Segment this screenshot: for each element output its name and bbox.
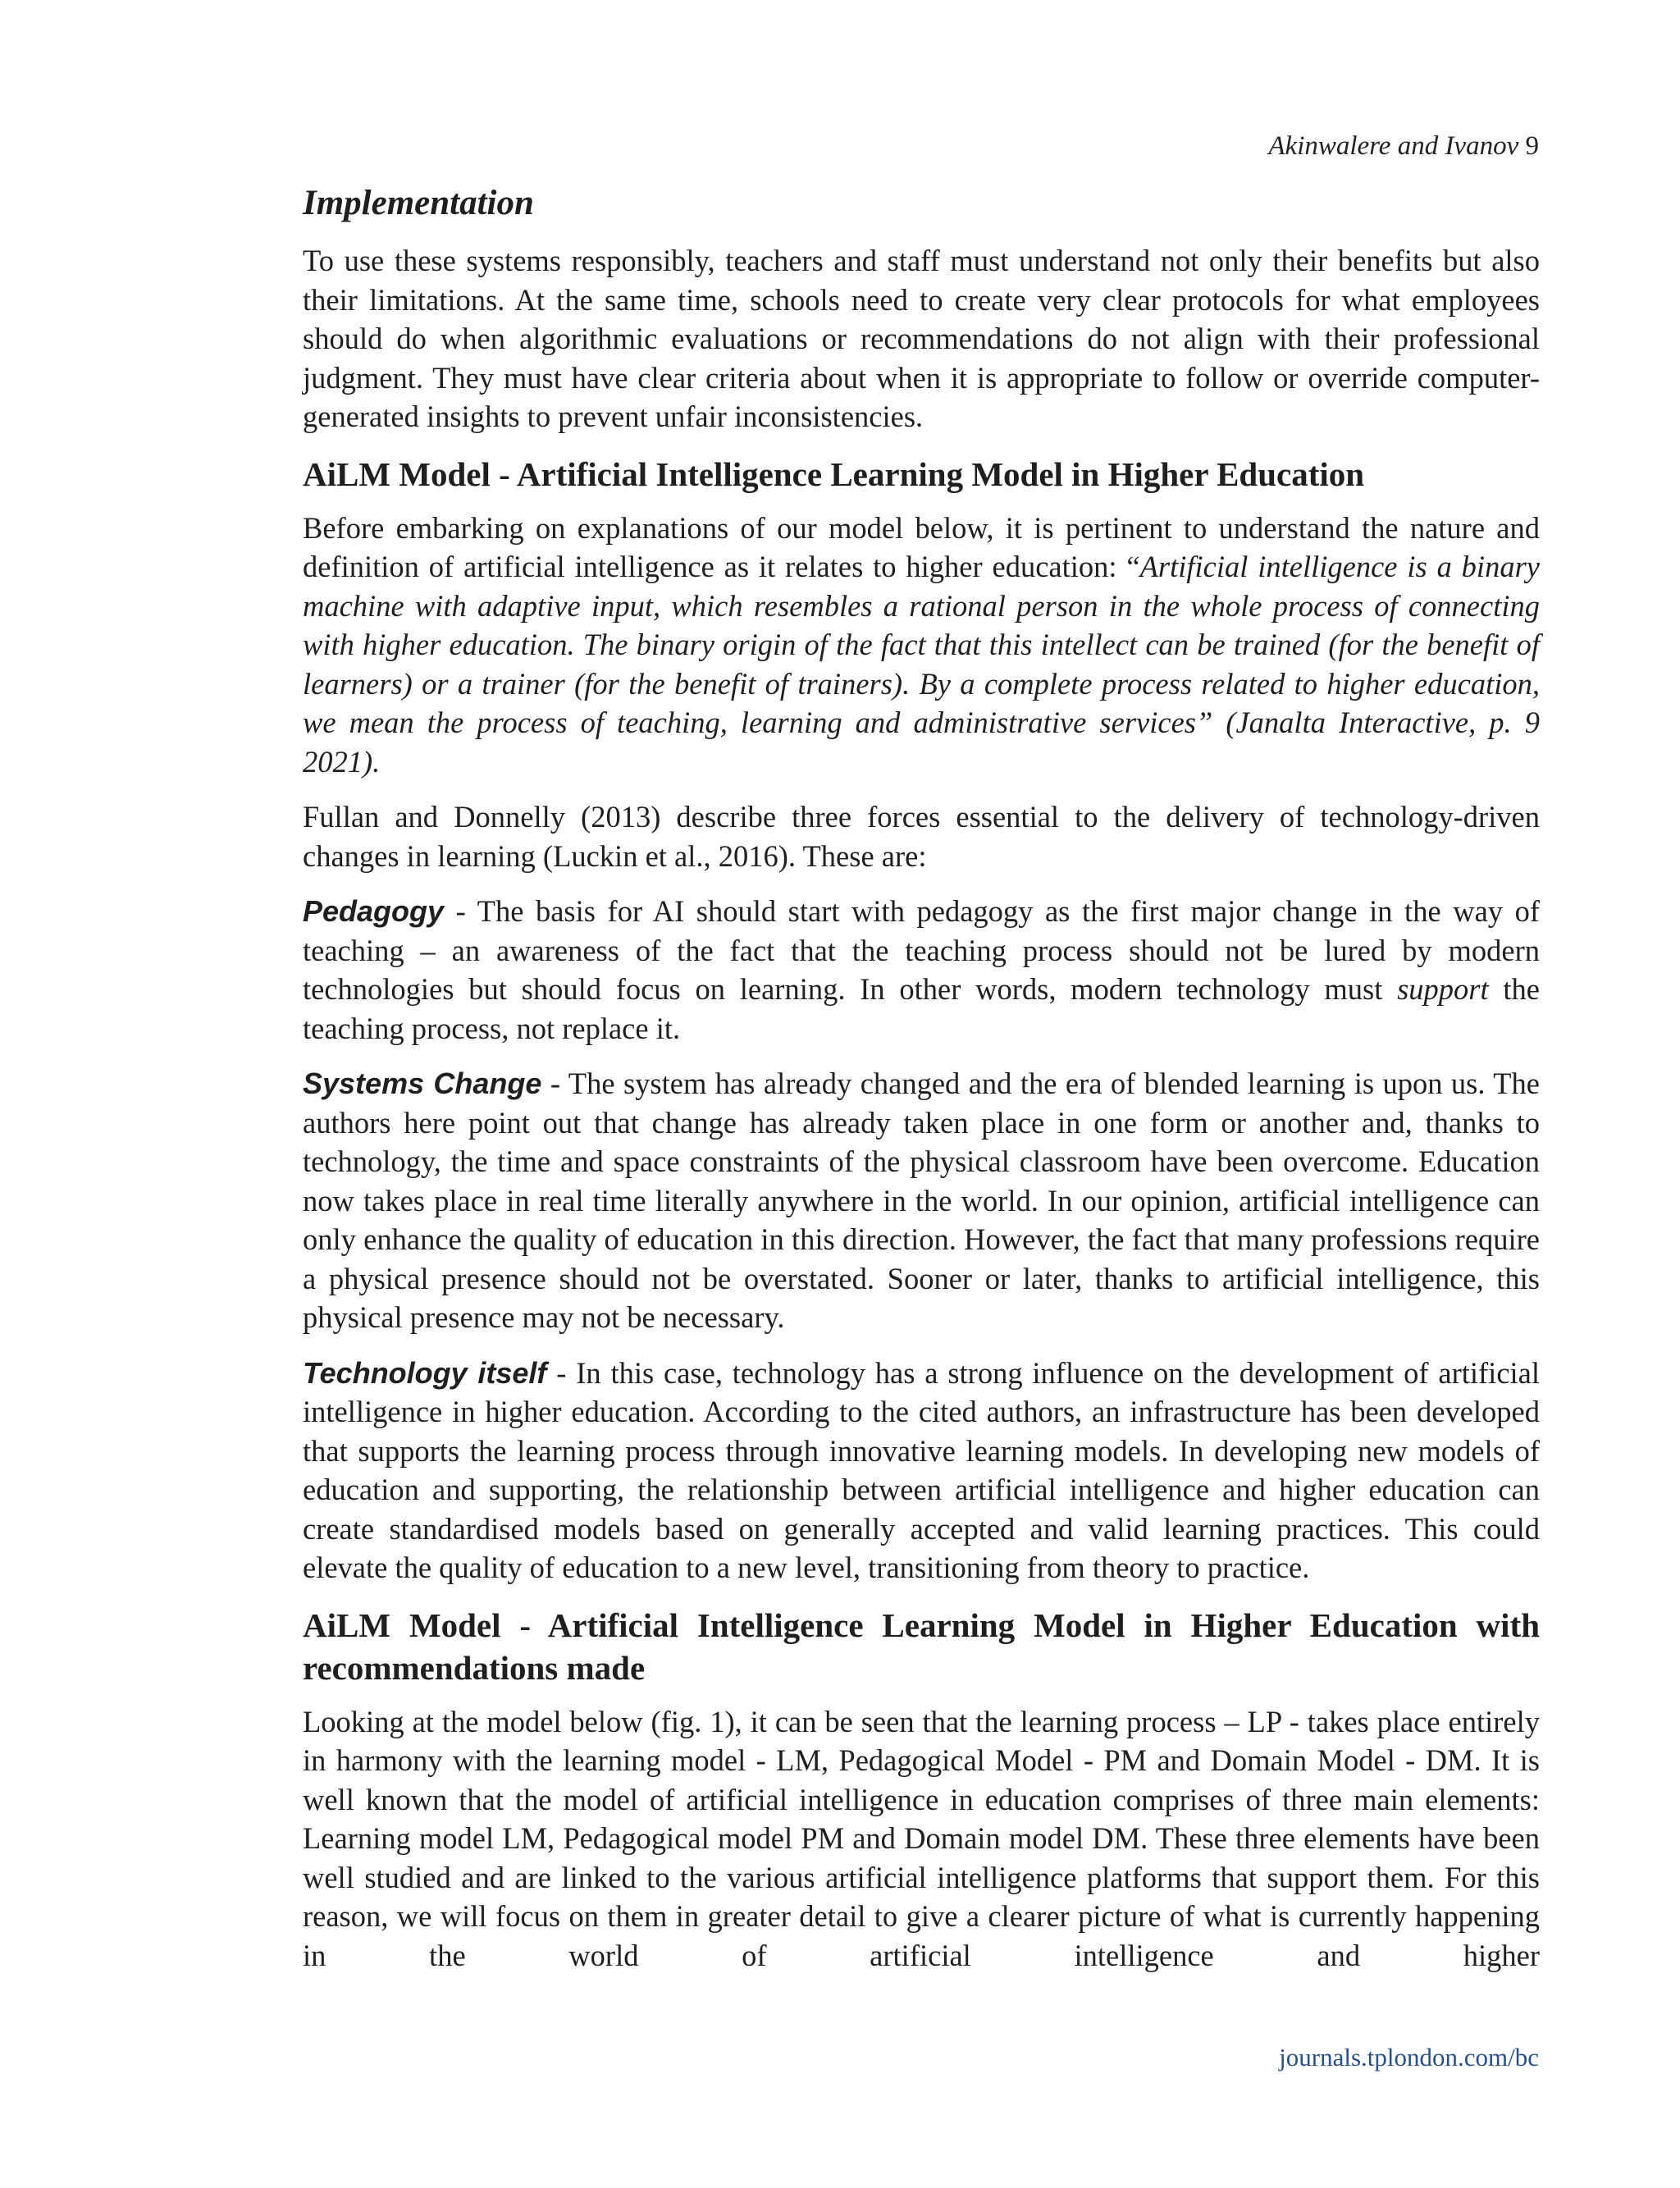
paragraph-ai-definition [303, 509, 1540, 782]
systems-change-text: - The system has already changed and the era of blended learning is upon us. The authors here point out that change has already taken place in one form or another and, thanks to technology, the time and space constraints of the physical classroom have been overcome. Education now takes place in real time literally anywhere in the world. In our opinion, artificial intelligence can only enhance the quality of education in this direction. However, the fact that many professions require a physical presence should not be overstated. Sooner or later, thanks to artificial intelligence, this physical presence may not be necessary. [303, 1067, 1540, 1334]
pedagogy-text-b: the teaching process, not replace it. [303, 972, 1540, 1045]
pedagogy-emphasis: support [1397, 972, 1489, 1006]
page-number: 9 [1525, 131, 1539, 161]
pedagogy-term: Pedagogy [303, 894, 445, 928]
paragraph-three-forces: Fullan and Donnelly (2013) describe three forces essential to the delivery of technology-driven changes in learning (Luckin et al., 2016). These are: [303, 800, 1540, 873]
paragraph-systems-change [303, 1064, 1540, 1337]
body-column [303, 182, 1540, 1991]
definition-quote: Artificial intelligence is a binary machine with adaptive input, which resembles a rational person in the whole process of connecting with higher education. The binary origin of the fact that this intellect can be trained (for the benefit of learners) or a trainer (for the benefit of trainers). By a complete process related to higher education, we mean the process of teaching, learning and administrative services” (Janalta Interactive, p. 9 2021). [303, 550, 1540, 779]
running-head [1268, 131, 1539, 162]
technology-itself-text: - In this case, technology has a strong influence on the development of artificial intelligence in higher education. According to the cited authors, an infrastructure has been developed that supports the learning process through innovative learning models. In developing new models of education and supporting, the relationship between artificial intelligence and higher education can create standardised models based on generally accepted and valid learning practices. This could elevate the quality of education to a new level, transitioning from theory to practice. [303, 1355, 1540, 1584]
running-head-authors: Akinwalere and Ivanov [1268, 131, 1519, 161]
section-heading-ailm-recommendations: AiLM Model - Artificial Intelligence Learning Model in Higher Education with recommendations made [303, 1606, 1540, 1687]
systems-change-term: Systems Change [303, 1067, 542, 1100]
technology-itself-term: Technology itself [303, 1355, 547, 1390]
paragraph-learning-process: Looking at the model below (fig. 1), it can be seen that the learning process – LP - takes place entirely in harmony with the learning model - LM, Pedagogical Model - PM and Domain Model - DM. It is well known that the model of artificial intelligence in education comprises of three main elements: Learning model LM, Pedagogical model PM and Domain model DM. These three elements have been well studied and are linked to the various artificial intelligence platforms that support them. For this reason, we will focus on them in greater detail to give a clearer picture of what is currently happening in the world of artificial intelligence and higher [303, 1704, 1540, 1972]
paragraph-implementation: To use these systems responsibly, teachers and staff must understand not only their benefits but also their limitations. At the same time, schools need to create very clear protocols for what employees should do when algorithmic evaluations or recommendations do not align with their professional judgment. They must have clear criteria about when it is appropriate to follow or override computer-generated insights to prevent unfair inconsistencies. [303, 244, 1540, 433]
paragraph-technology-itself [303, 1354, 1540, 1587]
section-heading-implementation: Implementation [303, 184, 534, 222]
definition-intro: Before embarking on explanations of our model below, it is pertinent to understand the nature and definition of artificial intelligence as it relates to higher education: “ [303, 510, 1540, 583]
section-heading-ailm: AiLM Model - Artificial Intelligence Learning Model in Higher Education [303, 455, 1365, 493]
journal-url-link[interactable]: journals.tplondon.com/bc [1279, 2043, 1539, 2072]
pedagogy-text-a: - The basis for AI should start with pedagogy as the first major change in the way of teaching – an awareness of the fact that the teaching process should not be lured by modern technologies but should focus on learning. In other words, modern technology must [303, 894, 1540, 1006]
paragraph-pedagogy [303, 892, 1540, 1048]
